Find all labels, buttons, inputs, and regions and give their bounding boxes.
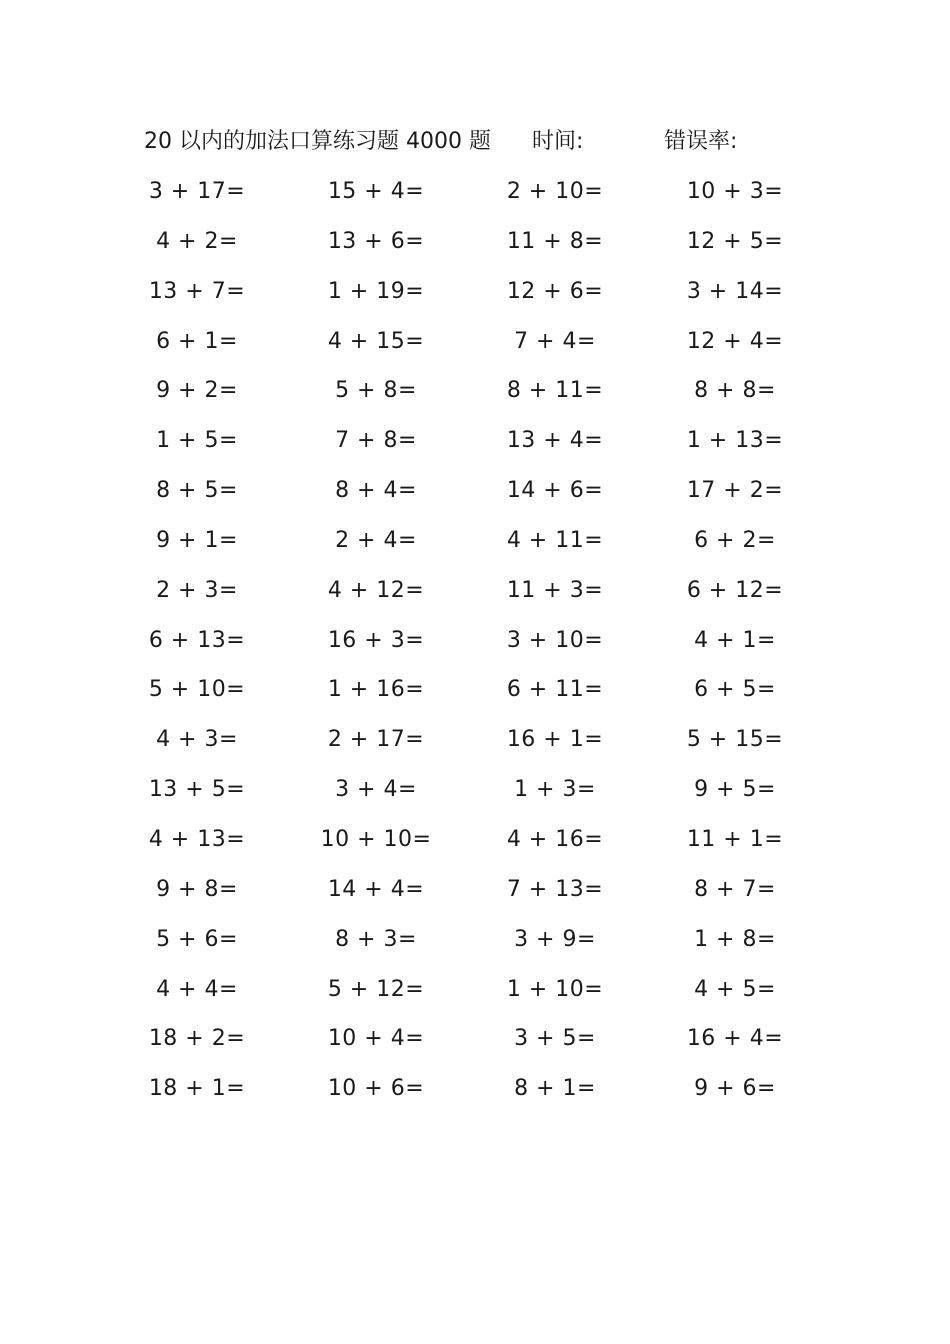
addition-problem: 18 + 2= [148,1026,246,1052]
addition-problem: 8 + 5= [156,478,238,504]
addition-problem: 1 + 16= [327,677,425,703]
addition-problem: 13 + 4= [506,428,604,454]
addition-problem: 6 + 12= [686,577,784,603]
problem-row [0,770,950,820]
addition-problem: 9 + 8= [156,876,238,902]
addition-problem: 1 + 5= [156,428,238,454]
addition-problem: 10 + 10= [320,826,432,852]
problem-row [0,371,950,421]
addition-problem: 9 + 1= [156,527,238,553]
addition-problem: 8 + 7= [694,876,776,902]
problem-row [0,1019,950,1069]
addition-problem: 4 + 15= [327,328,425,354]
addition-problem: 4 + 11= [506,527,604,553]
addition-problem: 11 + 8= [506,228,604,254]
addition-problem: 3 + 10= [506,627,604,653]
addition-problem: 4 + 12= [327,577,425,603]
addition-problem: 3 + 9= [514,926,596,952]
addition-problem: 11 + 1= [686,826,784,852]
addition-problem: 6 + 2= [694,527,776,553]
addition-problem: 6 + 5= [694,677,776,703]
addition-problem: 8 + 3= [335,926,417,952]
addition-problem: 4 + 5= [694,976,776,1002]
addition-problem: 6 + 13= [148,627,246,653]
problem-row [0,222,950,272]
addition-problem: 15 + 4= [327,179,425,204]
problem-grid [0,172,950,1119]
addition-problem: 2 + 10= [506,179,604,204]
addition-problem: 5 + 8= [335,378,417,404]
problem-row [0,621,950,671]
addition-problem: 10 + 6= [327,1076,425,1102]
addition-problem: 4 + 16= [506,826,604,852]
addition-problem: 7 + 4= [514,328,596,354]
problem-row [0,421,950,471]
problem-row [0,322,950,372]
addition-problem: 2 + 4= [335,527,417,553]
problem-row [0,820,950,870]
problem-row [0,521,950,571]
problem-row [0,272,950,322]
addition-problem: 16 + 1= [506,727,604,753]
addition-problem: 5 + 10= [148,677,246,703]
addition-problem: 1 + 3= [514,777,596,803]
worksheet-header [0,124,950,160]
problem-row [0,720,950,770]
problem-row [0,172,950,222]
problem-row [0,1069,950,1119]
worksheet-title: 20 以内的加法口算练习题 4000 题 [144,129,491,154]
addition-problem: 16 + 3= [327,627,425,653]
addition-problem: 8 + 11= [506,378,604,404]
addition-problem: 2 + 3= [156,577,238,603]
addition-problem: 1 + 13= [686,428,784,454]
time-label: 时间: [532,129,584,154]
addition-problem: 9 + 2= [156,378,238,404]
addition-problem: 18 + 1= [148,1076,246,1102]
addition-problem: 12 + 6= [506,278,604,304]
addition-problem: 12 + 4= [686,328,784,354]
addition-problem: 14 + 6= [506,478,604,504]
problem-row [0,870,950,920]
addition-problem: 6 + 1= [156,328,238,354]
problem-row [0,970,950,1020]
addition-problem: 3 + 5= [514,1026,596,1052]
addition-problem: 16 + 4= [686,1026,784,1052]
addition-problem: 4 + 13= [148,826,246,852]
addition-problem: 3 + 14= [686,278,784,304]
addition-problem: 7 + 8= [335,428,417,454]
problem-row [0,670,950,720]
addition-problem: 4 + 4= [156,976,238,1002]
addition-problem: 13 + 6= [327,228,425,254]
addition-problem: 10 + 3= [686,179,784,204]
problem-row [0,571,950,621]
addition-problem: 5 + 15= [686,727,784,753]
addition-problem: 9 + 6= [694,1076,776,1102]
addition-problem: 2 + 17= [327,727,425,753]
addition-problem: 5 + 12= [327,976,425,1002]
addition-problem: 12 + 5= [686,228,784,254]
addition-problem: 4 + 3= [156,727,238,753]
addition-problem: 1 + 8= [694,926,776,952]
addition-problem: 8 + 4= [335,478,417,504]
addition-problem: 8 + 8= [694,378,776,404]
addition-problem: 13 + 7= [148,278,246,304]
addition-problem: 9 + 5= [694,777,776,803]
addition-problem: 13 + 5= [148,777,246,803]
addition-problem: 4 + 2= [156,228,238,254]
addition-problem: 11 + 3= [506,577,604,603]
problem-row [0,471,950,521]
addition-problem: 1 + 10= [506,976,604,1002]
addition-problem: 17 + 2= [686,478,784,504]
addition-problem: 14 + 4= [327,876,425,902]
problem-row [0,920,950,970]
addition-problem: 8 + 1= [514,1076,596,1102]
addition-problem: 3 + 4= [335,777,417,803]
addition-problem: 5 + 6= [156,926,238,952]
addition-problem: 1 + 19= [327,278,425,304]
addition-problem: 4 + 1= [694,627,776,653]
addition-problem: 6 + 11= [506,677,604,703]
addition-problem: 3 + 17= [148,179,246,204]
error-rate-label: 错误率: [664,129,738,154]
addition-problem: 7 + 13= [506,876,604,902]
addition-problem: 10 + 4= [327,1026,425,1052]
